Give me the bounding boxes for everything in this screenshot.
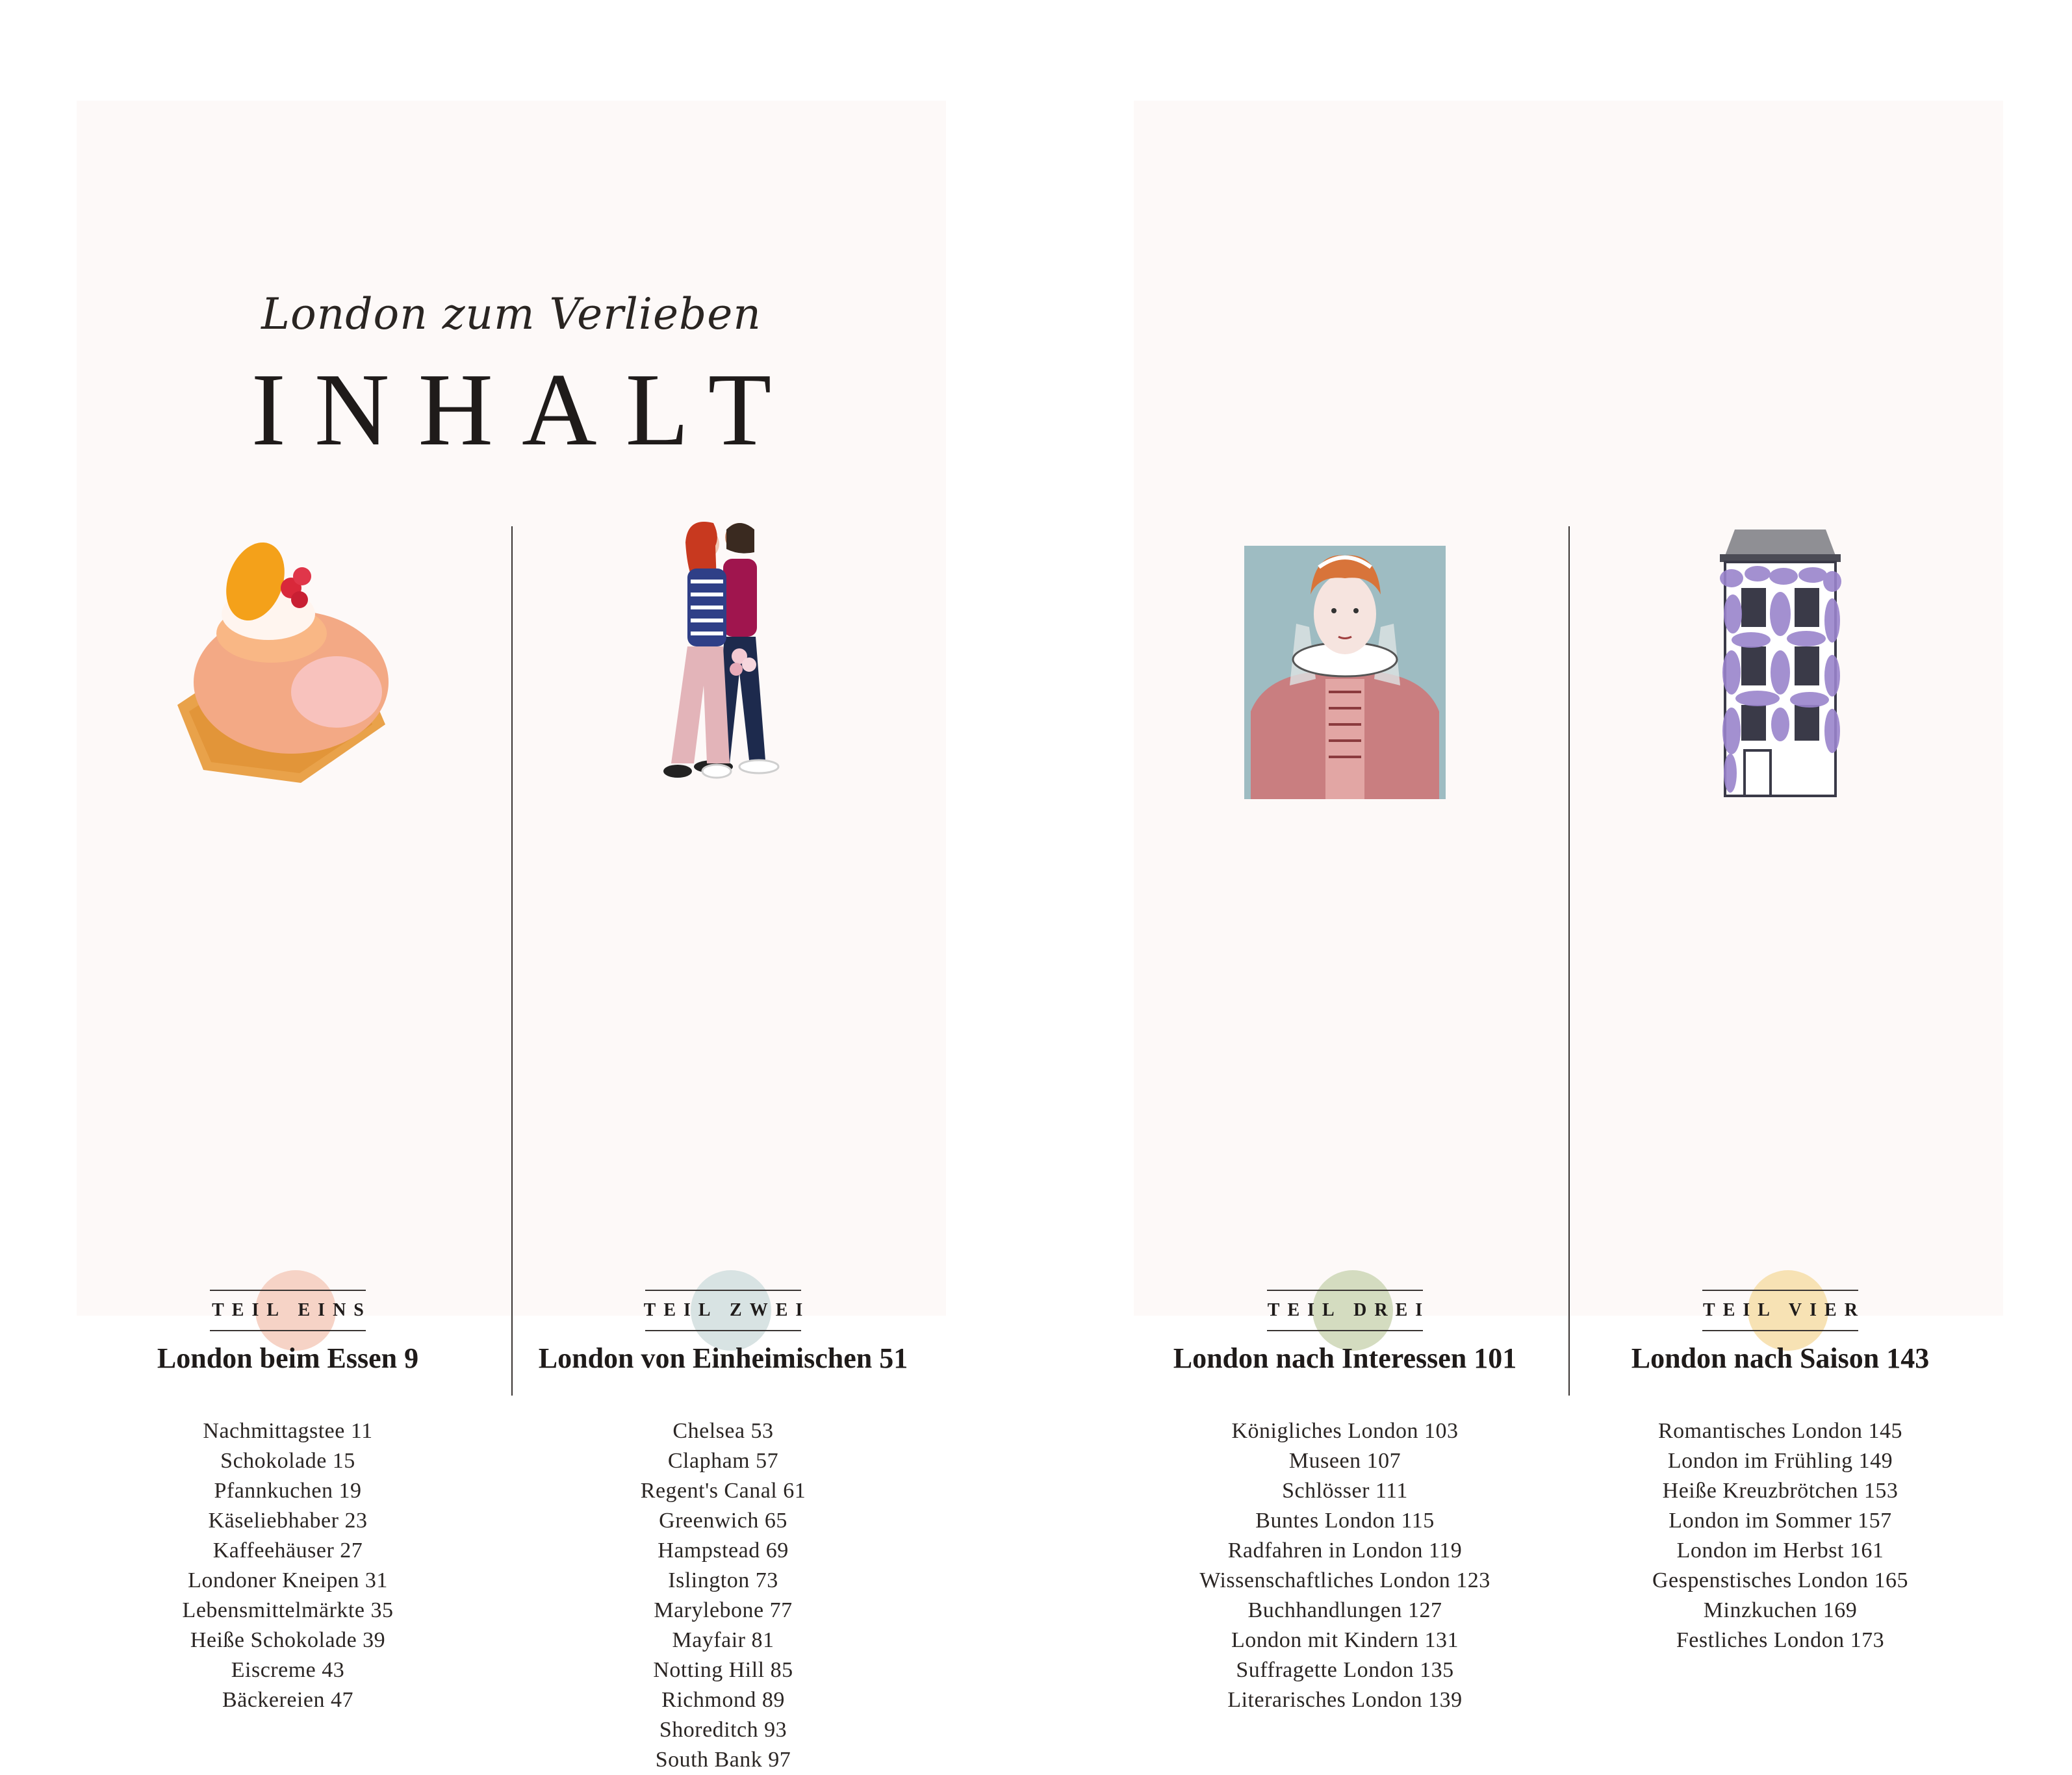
list-item: Käseliebhaber 23 bbox=[208, 1509, 368, 1533]
part-label-text: TEIL VIER bbox=[1703, 1300, 1865, 1320]
list-item: Wissenschaftliches London 123 bbox=[1199, 1568, 1490, 1592]
list-item: Buntes London 115 bbox=[1255, 1509, 1435, 1533]
list-item: Shoreditch 93 bbox=[659, 1718, 787, 1742]
entry-list-2 bbox=[489, 1416, 957, 1775]
entry-list-4 bbox=[1546, 1416, 2014, 1655]
wisteria-house-illustration bbox=[1572, 517, 1988, 822]
list-item: Richmond 89 bbox=[661, 1688, 785, 1712]
list-item: Suffragette London 135 bbox=[1236, 1658, 1454, 1682]
list-item: Mayfair 81 bbox=[672, 1628, 774, 1652]
list-item: Bäckereien 47 bbox=[222, 1688, 353, 1712]
right-page bbox=[1134, 101, 2003, 1712]
section-title-3: London nach Interessen 101 bbox=[1173, 1342, 1517, 1374]
pastry-illustration bbox=[80, 517, 496, 822]
part-label-3 bbox=[1137, 1270, 1553, 1320]
column-divider bbox=[511, 526, 513, 1396]
part-label-text: TEIL EINS bbox=[212, 1300, 372, 1320]
part-label-1 bbox=[80, 1270, 496, 1320]
list-item: Regent's Canal 61 bbox=[640, 1479, 806, 1503]
list-item: Nachmittagstee 11 bbox=[203, 1419, 373, 1443]
book-title-script: London zum Verlieben bbox=[261, 289, 761, 339]
list-item: London im Sommer 157 bbox=[1669, 1509, 1892, 1533]
list-item: London mit Kindern 131 bbox=[1231, 1628, 1459, 1652]
section-title-1: London beim Essen 9 bbox=[157, 1342, 419, 1374]
list-item: Chelsea 53 bbox=[672, 1419, 774, 1443]
list-item: Museen 107 bbox=[1288, 1449, 1401, 1473]
list-item: Minzkuchen 169 bbox=[1703, 1598, 1858, 1622]
list-item: London im Frühling 149 bbox=[1667, 1449, 1893, 1473]
column-divider bbox=[1568, 526, 1570, 1396]
list-item: Greenwich 65 bbox=[659, 1509, 787, 1533]
list-item: Kaffeehäuser 27 bbox=[212, 1539, 363, 1563]
part-label-2 bbox=[515, 1270, 931, 1320]
list-item: Notting Hill 85 bbox=[653, 1658, 793, 1682]
list-item: Gespenstisches London 165 bbox=[1652, 1568, 1908, 1592]
list-item: London im Herbst 161 bbox=[1676, 1539, 1884, 1563]
list-item: Marylebone 77 bbox=[654, 1598, 793, 1622]
list-item: Hampstead 69 bbox=[658, 1539, 789, 1563]
list-item: Clapham 57 bbox=[667, 1449, 779, 1473]
list-item: Radfahren in London 119 bbox=[1227, 1539, 1463, 1563]
part-label-text: TEIL DREI bbox=[1267, 1300, 1431, 1320]
part-label-text: TEIL ZWEI bbox=[643, 1300, 811, 1320]
list-item: Heiße Schokolade 39 bbox=[190, 1628, 386, 1652]
section-title-2: London von Einheimischen 51 bbox=[538, 1342, 908, 1374]
list-item: Pfannkuchen 19 bbox=[214, 1479, 362, 1503]
list-item: Königliches London 103 bbox=[1231, 1419, 1459, 1443]
left-page bbox=[77, 101, 946, 1772]
entry-list-3 bbox=[1111, 1416, 1579, 1715]
entry-list-1 bbox=[54, 1416, 522, 1715]
part-label-4 bbox=[1572, 1270, 1988, 1320]
contents-heading: INHALT bbox=[251, 351, 800, 467]
list-item: South Bank 97 bbox=[655, 1748, 791, 1772]
list-item: Eiscreme 43 bbox=[231, 1658, 345, 1682]
list-item: Heiße Kreuzbrötchen 153 bbox=[1662, 1479, 1899, 1503]
list-item: Islington 73 bbox=[668, 1568, 778, 1592]
list-item: Festliches London 173 bbox=[1676, 1628, 1885, 1652]
section-title-4: London nach Saison 143 bbox=[1631, 1342, 1930, 1374]
list-item: Romantisches London 145 bbox=[1657, 1419, 1903, 1443]
queen-portrait-illustration bbox=[1137, 517, 1553, 822]
couple-walking-illustration bbox=[515, 517, 931, 822]
list-item: Lebensmittelmärkte 35 bbox=[182, 1598, 394, 1622]
list-item: Londoner Kneipen 31 bbox=[188, 1568, 388, 1592]
list-item: Schokolade 15 bbox=[220, 1449, 355, 1473]
list-item: Schlösser 111 bbox=[1282, 1479, 1408, 1503]
list-item: Literarisches London 139 bbox=[1227, 1688, 1463, 1712]
list-item: Buchhandlungen 127 bbox=[1247, 1598, 1442, 1622]
